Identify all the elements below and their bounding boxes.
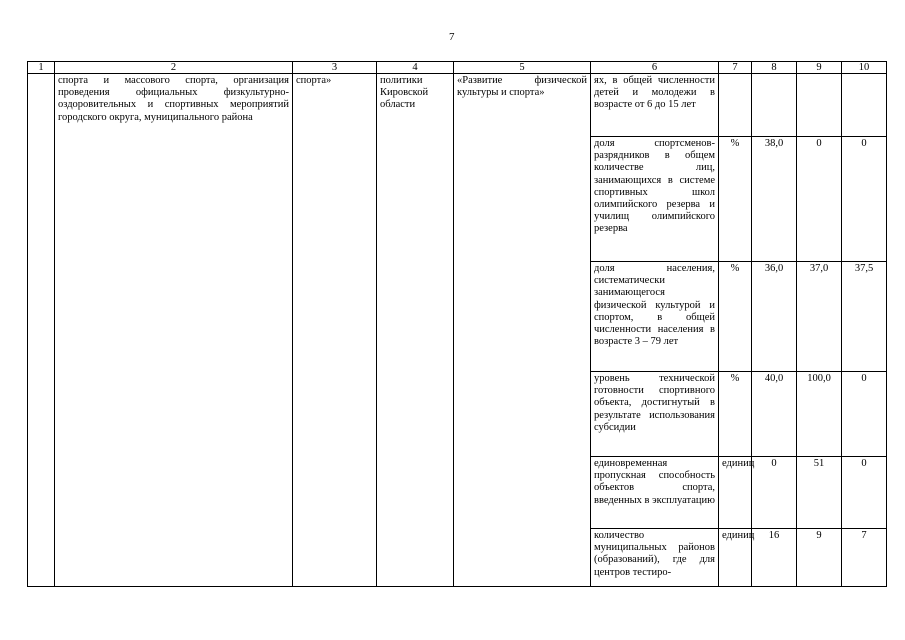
value-cell [752, 74, 797, 137]
value-cell: 40,0 [752, 372, 797, 457]
col1-cell [28, 74, 55, 587]
header-cell: 7 [719, 62, 752, 74]
unit-cell: % [719, 372, 752, 457]
value-cell: 0 [842, 137, 887, 262]
table-row [28, 74, 887, 137]
value-cell: 7 [842, 529, 887, 587]
header-cell: 3 [293, 62, 377, 74]
header-cell: 5 [454, 62, 591, 74]
value-cell: 0 [797, 137, 842, 262]
indicator-cell: единовременная пропускная способность объектов спорта, введенных в эксплуатацию [591, 457, 719, 529]
unit-cell: единиц [719, 529, 752, 587]
indicator-cell: количество муниципальных районов (образований), где для центров тестиро- [591, 529, 719, 587]
unit-cell [719, 74, 752, 137]
value-cell: 16 [752, 529, 797, 587]
value-cell: 100,0 [797, 372, 842, 457]
col4-cell: политики Кировской области [377, 74, 454, 587]
value-cell: 36,0 [752, 262, 797, 372]
header-cell: 4 [377, 62, 454, 74]
indicator-cell: доля спортсменов-разрядников в общем количестве лиц, занимающихся в системе спортивных школ олимпийского резерва и училищ олимпийского резерва [591, 137, 719, 262]
value-cell: 37,0 [797, 262, 842, 372]
page-number: 7 [449, 31, 455, 43]
header-cell: 1 [28, 62, 55, 74]
value-cell: 0 [842, 372, 887, 457]
indicators-table [27, 61, 887, 587]
value-cell: 0 [752, 457, 797, 529]
value-cell: 37,5 [842, 262, 887, 372]
indicator-cell: доля населения, систематически занимающегося физической культурой и спортом, в общей численности населения в возрасте 3 – 79 лет [591, 262, 719, 372]
header-cell: 2 [55, 62, 293, 74]
header-row [28, 62, 887, 74]
indicator-cell: ях, в общей численности детей и молодежи в возрасте от 6 до 15 лет [591, 74, 719, 137]
value-cell: 38,0 [752, 137, 797, 262]
value-cell: 9 [797, 529, 842, 587]
col3-cell: спорта» [293, 74, 377, 587]
value-cell [842, 74, 887, 137]
header-cell: 6 [591, 62, 719, 74]
col2-cell: спорта и массового спорта, организация проведения официальных физкультурно-оздоровительных и спортивных мероприятий городского округа, муниципального района [55, 74, 293, 587]
value-cell [797, 74, 842, 137]
indicator-cell: уровень технической готовности спортивного объекта, достигнутый в результате использования субсидии [591, 372, 719, 457]
unit-cell: % [719, 137, 752, 262]
value-cell: 51 [797, 457, 842, 529]
unit-cell: единиц [719, 457, 752, 529]
header-cell: 8 [752, 62, 797, 74]
header-cell: 9 [797, 62, 842, 74]
unit-cell: % [719, 262, 752, 372]
value-cell: 0 [842, 457, 887, 529]
header-cell: 10 [842, 62, 887, 74]
col5-cell: «Развитие физической культуры и спорта» [454, 74, 591, 587]
